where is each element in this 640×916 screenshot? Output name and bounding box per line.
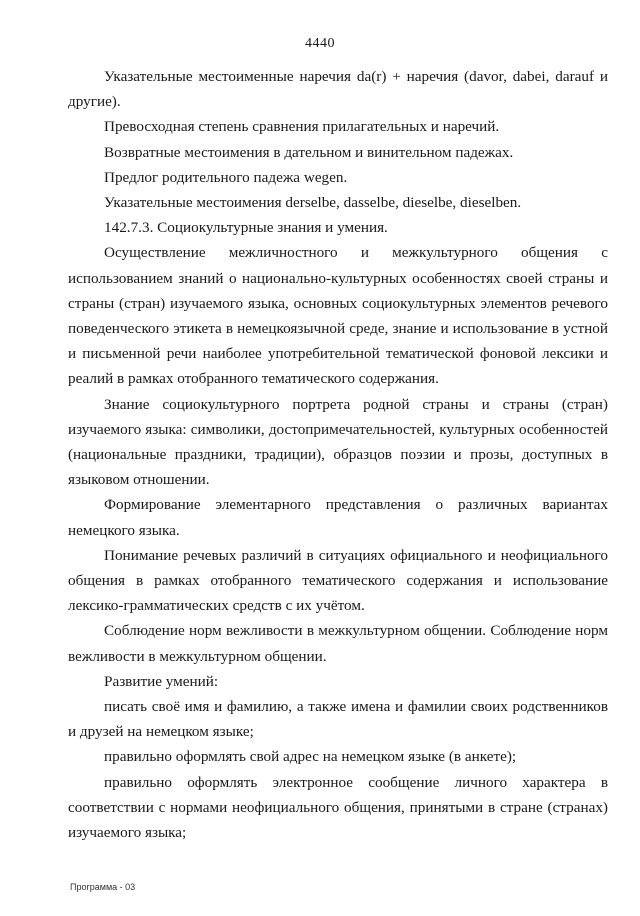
paragraph: Указательные местоименные наречия da(r) + наречия (davor, dabei, darauf и другие). xyxy=(68,68,608,111)
list-item: правильно оформлять электронное сообщение личного характера в соответствии с нормами неофициального общения, принятыми в стране (странах) изучаемого языка; xyxy=(68,773,608,842)
paragraph: Указательные местоимения derselbe, dasselbe, dieselbe, dieselben. xyxy=(104,194,522,212)
paragraph: Формирование элементарного представления о различных вариантах немецкого языка. xyxy=(68,496,608,539)
paragraph: Соблюдение норм вежливости в межкультурном общении. Соблюдение норм вежливости в межкультурном общении. xyxy=(68,622,608,665)
paragraph: Развитие умений: xyxy=(104,672,219,690)
document-body xyxy=(68,64,608,845)
paragraph: Понимание речевых различий в ситуациях официального и неофициального общения в рамках отобранного тематического содержания и использование лексико-грамматических средств с их учётом. xyxy=(68,546,608,615)
list-item: писать своё имя и фамилию, а также имена и фамилии своих родственников и друзей на немецком языке; xyxy=(68,698,608,741)
paragraph: Осуществление межличностного и межкультурного общения с использованием знаний о национально-культурных особенностях своей страны и страны (стран) изучаемого языка, основных социокультурных элементов речевого поведенческого этикета в немецкоязычной среде, знание и использование в устной и письменной речи наиболее употребительной тематической фоновой лексики и реалий в рамках отобранного тематического содержания. xyxy=(68,244,608,388)
paragraph: Знание социокультурного портрета родной страны и страны (стран) изучаемого языка: символики, достопримечательностей, культурных особенностей (национальные праздники, традиции), образцов поэзии и прозы, доступных в языковом отношении. xyxy=(68,395,608,489)
paragraph: Превосходная степень сравнения прилагательных и наречий. xyxy=(104,118,500,136)
section-heading: 142.7.3. Социокультурные знания и умения. xyxy=(104,219,388,237)
footer-label: Программа - 03 xyxy=(70,882,136,892)
page-number: 4440 xyxy=(305,36,335,51)
paragraph: Предлог родительного падежа wegen. xyxy=(104,168,348,186)
paragraph: Возвратные местоимения в дательном и винительном падежах. xyxy=(104,143,514,161)
list-item: правильно оформлять свой адрес на немецком языке (в анкете); xyxy=(104,748,517,766)
